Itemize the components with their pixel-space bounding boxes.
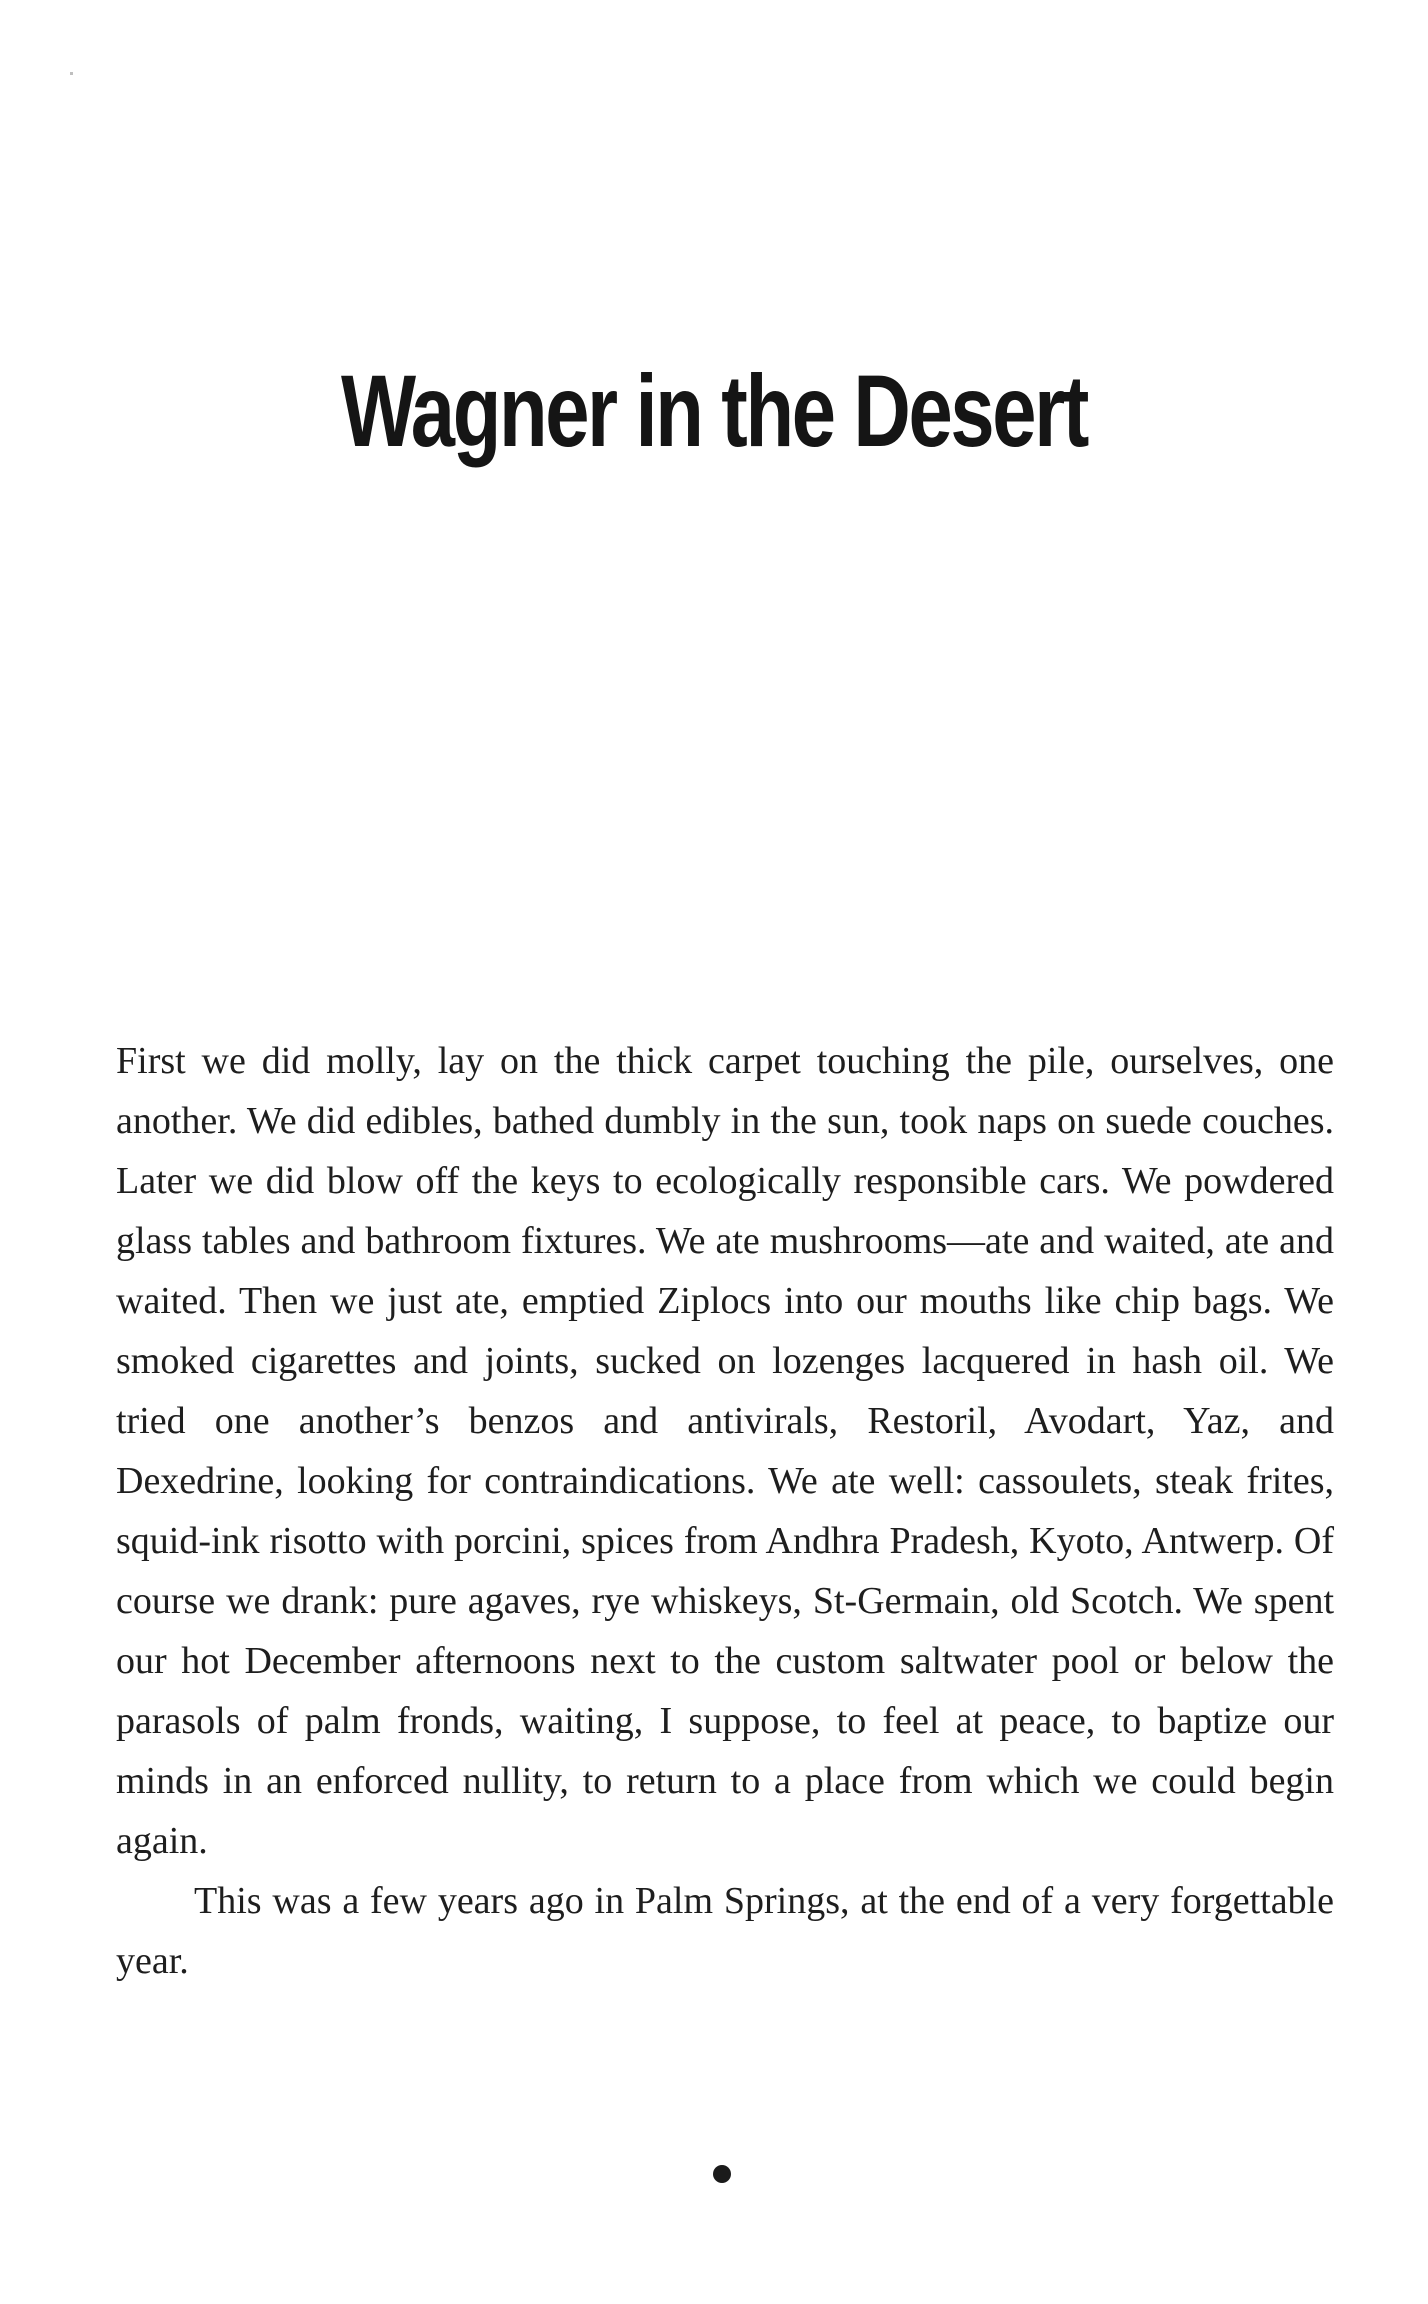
paragraph-2: This was a few years ago in Palm Springs, at the end of a very forgettable year. — [116, 1880, 1334, 1982]
paragraph-1: First we did molly, lay on the thick carpet touching the pile, ourselves, one another. We did edibles, bathed dumbly in the sun, took naps on suede couches. Later we did blow off the keys to ecologically responsible cars. We powdered glass tables and bathroom fixtures. We ate mushrooms—ate and waited, ate and waited. Then we just ate, emptied Ziplocs into our mouths like chip bags. We smoked cigarettes and joints, sucked on lozenges lacquered in hash oil. We tried one another’s benzos and antivirals, Restoril, Avodart, Yaz, and Dexedrine, looking for contraindications. We ate well: cassoulets, steak frites, squid-ink risotto with porcini, spices from Andhra Pradesh, Kyoto, Antwerp. Of course we drank: pure agaves, rye whiskeys, St-Germain, old Scotch. We spent our hot December afternoons next to the custom saltwater pool or below the parasols of palm fronds, waiting, I suppose, to feel at peace, to baptize our minds in an enforced nullity, to return to a place from which we could begin again. — [116, 1040, 1334, 1862]
chapter-title: Wagner in the Desert — [340, 354, 1087, 468]
section-break-dot — [713, 2165, 731, 2183]
chapter-body — [116, 1031, 1334, 1991]
scan-speck — [70, 72, 73, 75]
